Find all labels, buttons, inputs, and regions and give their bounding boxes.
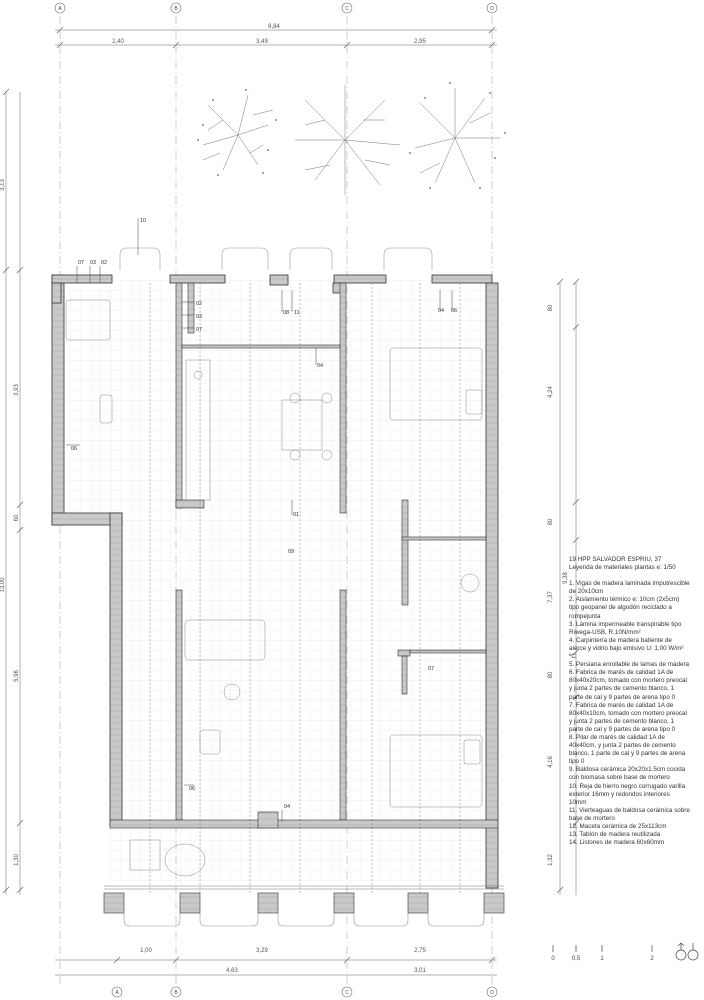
scale-label-2: 2: [650, 956, 654, 962]
legend-line: exterior 16mm y redondos interiores: [569, 790, 670, 798]
callout-02-mid: 02: [196, 301, 203, 307]
axis-label-top-c: C: [345, 6, 349, 12]
top-planters: [120, 248, 432, 270]
dim-top-total: 8,84: [268, 24, 280, 30]
materials-legend: [569, 556, 699, 847]
tree-canopy-drawing: [197, 82, 506, 195]
callout-02-top: 02: [101, 260, 108, 266]
legend-line: 14. Listones de madera 60x60mm: [569, 839, 665, 847]
legend-line: alerce y vidrio bajo emisivo U: 1,00 W/m²: [569, 644, 684, 652]
dim-right-inner-5: 80: [548, 671, 554, 679]
legend-line: 1. Vigas de madera laminada imputrescible: [569, 580, 690, 588]
legend-line: 80x40x20cm, tomado con mortero preocal: [569, 677, 687, 685]
axis-label-bottom-c: C: [345, 990, 349, 996]
callout-09: 09: [288, 549, 295, 555]
dim-right-inner-6: 4,16: [548, 756, 554, 768]
legend-line: 12. Maceta cerámica de 25x113cm: [569, 823, 667, 830]
callout-03-mid: 03: [196, 314, 203, 320]
axis-label-top-a: A: [58, 6, 62, 12]
terrace-front: [104, 893, 504, 913]
legend-line: y junta 2 partes de cemento blanco, 1: [569, 685, 675, 693]
dim-bottom-total-1: 4,63: [226, 968, 238, 974]
callout-04-right: 04: [438, 308, 445, 314]
dim-bottom-part-3: 2,75: [414, 948, 426, 954]
scale-label-1: 1: [600, 956, 604, 962]
callout-01: 01: [293, 512, 300, 518]
dim-right-inner-2: 4,24: [548, 386, 554, 398]
dim-left-inner-3: 5,96: [14, 670, 20, 682]
legend-line: rompejunta: [569, 612, 601, 620]
legend-line: 3. Lámina impermeable transpirable tipo: [569, 620, 682, 628]
legend-line: 13. Tablón de madera reutilizada: [569, 831, 661, 839]
legend-line: 9. Baldosa cerámica 20x20x1.5cm cocida: [569, 766, 686, 774]
legend-line: 7. Fabrica de marés de calidad 1A de: [569, 701, 674, 709]
legend-line: 10mm: [569, 798, 587, 806]
legend-line: 2. Aislamiento térmico e: 10cm (2x5cm): [569, 596, 680, 604]
axis-label-top-d: D: [490, 6, 494, 12]
callout-10: 10: [140, 218, 147, 224]
axis-label-bottom-d: D: [490, 990, 494, 996]
dim-top-part-3: 2,95: [414, 39, 426, 45]
legend-line: parte de cal y 9 partes de arena tipo 0: [569, 693, 676, 701]
legend-line: 4. Carpintería de madera batiente de: [569, 636, 672, 644]
dim-right-outer: 9,38: [563, 572, 569, 584]
legend-line: 6. Fabrica de marés de calidad 1A de: [569, 669, 674, 677]
legend-line: base de mortero: [569, 814, 615, 822]
legend-line: parte de cal y 9 partes de arena tipo 0: [569, 725, 676, 733]
legend-line: y junta 2 partes de cemento blanco, 1: [569, 717, 675, 725]
legend-title: 19 HPP SALVADOR ESPRIU, 37: [569, 556, 662, 563]
callout-08: 08: [283, 310, 290, 316]
callout-07-top: 07: [78, 260, 85, 266]
callout-06-left: 06: [71, 446, 78, 452]
callout-07-right: 07: [428, 666, 435, 672]
legend-line: Riwega-USB, R.10N/mm²: [569, 628, 641, 636]
terrace-planters: [104, 886, 504, 926]
dim-top-part-1: 2,40: [112, 39, 124, 45]
callout-07-mid: 07: [196, 327, 203, 333]
floor-tiles: [65, 278, 498, 884]
dim-right-inner-4: 7,37: [548, 591, 554, 603]
dim-left-outer-1: 3,13: [0, 179, 6, 191]
legend-line: de 20x10cm: [569, 588, 604, 596]
legend-line: 5. Persiana enrollable de lamas de madera: [569, 661, 690, 669]
dim-left-outer-2: 13,00: [0, 577, 6, 593]
dim-right-inner-3: 80: [548, 518, 554, 526]
north-arrow-icon: [676, 943, 698, 960]
legend-line: blanco, 1 parte de cal y 9 partes de arena: [569, 750, 686, 758]
scale-label-05: 0,5: [571, 956, 581, 962]
dim-left-inner-1: 3,93: [14, 384, 20, 396]
dim-top-part-2: 3,49: [256, 39, 268, 45]
legend-line: con biomasa sobre base de mortero: [569, 774, 670, 782]
dim-bottom-total-2: 3,01: [414, 968, 426, 974]
dim-left-inner-2: 60: [14, 514, 20, 522]
callout-06-right: 06: [451, 308, 458, 314]
callout-04-bottom: 04: [284, 804, 291, 810]
scale-label-0: 0: [551, 956, 555, 962]
legend-line: 40x40cm, y junta 2 partes de cemento: [569, 742, 676, 750]
callout-03-top: 03: [90, 260, 97, 266]
dim-right-inner-1: 80: [548, 304, 554, 312]
callout-11: 11: [294, 310, 300, 316]
axis-label-bottom-a: A: [115, 990, 119, 996]
axis-label-top-b: B: [174, 6, 178, 12]
legend-line: tipo geopanel de algodón reciclado a: [569, 604, 672, 612]
callout-04-kitchen: 04: [317, 363, 324, 369]
dim-bottom-part-2: 3,29: [256, 948, 268, 954]
legend-line: ºC: [569, 653, 576, 661]
axis-label-bottom-b: B: [174, 990, 178, 996]
dim-left-inner-4: 1,30: [14, 854, 20, 866]
legend-line: 11. Vierteaguas de baldosa cerámica sobre: [569, 806, 690, 814]
legend-subtitle: Leyenda de materiales plantas e: 1/50: [569, 564, 676, 572]
legend-line: 80x40x10cm, tomado con mortero preocal: [569, 709, 687, 717]
scale-bar: [553, 945, 652, 952]
dim-bottom-part-1: 1,00: [140, 948, 152, 954]
legend-line: tipo 0: [569, 758, 585, 766]
callout-06-bottom: 06: [189, 786, 196, 792]
dim-right-inner-7: 1,32: [548, 854, 554, 866]
legend-line: 8. Pilar de marés de calidad 1A de: [569, 733, 665, 741]
legend-line: 10. Reja de hierro negro corrugado varilla: [569, 782, 686, 790]
